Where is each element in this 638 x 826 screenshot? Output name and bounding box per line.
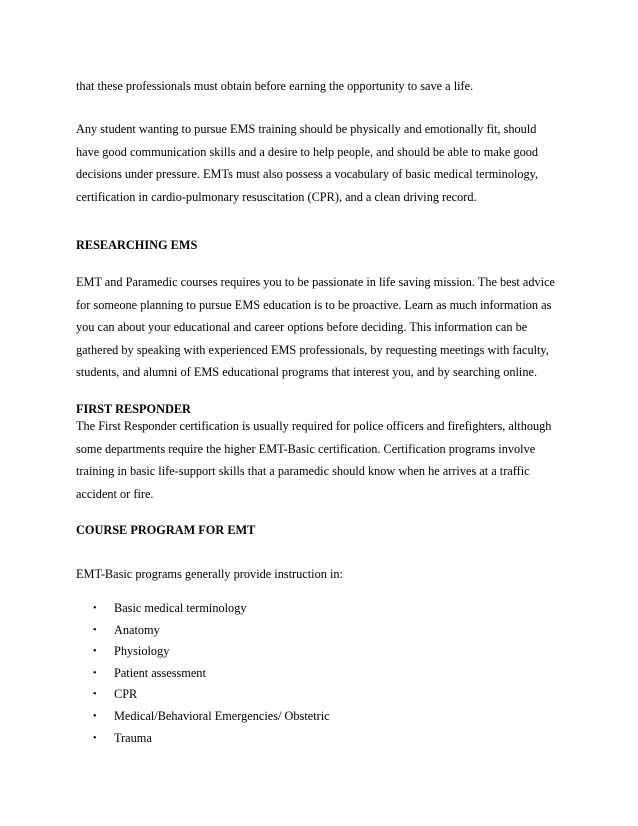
bullet-icon: • xyxy=(93,646,97,658)
list-item xyxy=(76,728,566,750)
list-item-text: Anatomy xyxy=(114,622,160,637)
list-item-text: Physiology xyxy=(114,644,170,659)
list-item xyxy=(76,620,566,642)
paragraph-line: some departments require the higher EMT-Basic certification. Certification programs involve xyxy=(76,441,536,456)
list-item-text: Trauma xyxy=(114,730,152,745)
list-item xyxy=(76,598,566,620)
section-heading-course xyxy=(76,519,566,541)
list-item xyxy=(76,684,566,706)
paragraph-line: students, and alumni of EMS educational programs that interest you, and by searching online. xyxy=(76,365,538,379)
paragraph-line: certification in cardio-pulmonary resuscitation (CPR), and a clean driving record. xyxy=(76,189,477,204)
paragraph-line: EMT and Paramedic courses requires you to be passionate in life saving mission. The best advice xyxy=(76,275,556,289)
paragraph-line: decisions under pressure. EMTs must also possess a vocabulary of basic medical terminology, xyxy=(76,167,539,181)
list-item-text: Patient assessment xyxy=(114,665,206,680)
paragraph-line: that these professionals must obtain before earning the opportunity to save a life. xyxy=(76,79,474,93)
list-item-text: Basic medical terminology xyxy=(114,601,247,615)
paragraph-line: gathered by speaking with experienced EMS professionals, by requesting meetings with faculty, xyxy=(76,342,549,357)
heading-first-responder: FIRST RESPONDER xyxy=(76,402,191,416)
list-item-text: CPR xyxy=(114,687,138,702)
paragraph-researching xyxy=(76,271,566,384)
bullet-icon: • xyxy=(93,732,97,744)
instruction-list xyxy=(76,598,566,749)
paragraph-line: accident or fire. xyxy=(76,486,154,501)
paragraph-line: you can about your educational and career options before deciding. This information can be xyxy=(76,320,528,334)
bullet-icon: • xyxy=(93,603,97,614)
paragraph-line: for someone planning to pursue EMS education is to be proactive. Learn as much information as xyxy=(76,297,552,312)
list-item xyxy=(76,641,566,663)
heading-course-program: COURSE PROGRAM FOR EMT xyxy=(76,523,256,537)
paragraph-line: training in basic life-support skills that a paramedic should know when he arrives at a traffic xyxy=(76,464,530,478)
paragraph-line: The First Responder certification is usually required for police officers and firefighters, although xyxy=(76,419,552,433)
paragraph-line: EMT-Basic programs generally provide instruction in: xyxy=(76,567,343,581)
bullet-icon: • xyxy=(93,689,97,701)
paragraph-student-requirements xyxy=(76,118,566,208)
paragraph-line: Any student wanting to pursue EMS training should be physically and emotionally fit, should xyxy=(76,122,537,136)
list-item xyxy=(76,706,566,728)
heading-researching-ems: RESEARCHING EMS xyxy=(76,238,198,252)
bullet-icon: • xyxy=(93,667,97,679)
paragraph-line: have good communication skills and a desire to help people, and should be able to make good xyxy=(76,144,539,159)
list-item-text: Medical/Behavioral Emergencies/ Obstetric xyxy=(114,708,330,723)
bullet-icon: • xyxy=(93,624,97,636)
paragraph-first-responder xyxy=(76,415,566,505)
list-item xyxy=(76,663,566,685)
paragraph-intro-tail xyxy=(76,75,566,98)
bullet-icon: • xyxy=(93,710,97,722)
section-heading-researching xyxy=(76,234,566,256)
paragraph-course-intro xyxy=(76,563,566,586)
